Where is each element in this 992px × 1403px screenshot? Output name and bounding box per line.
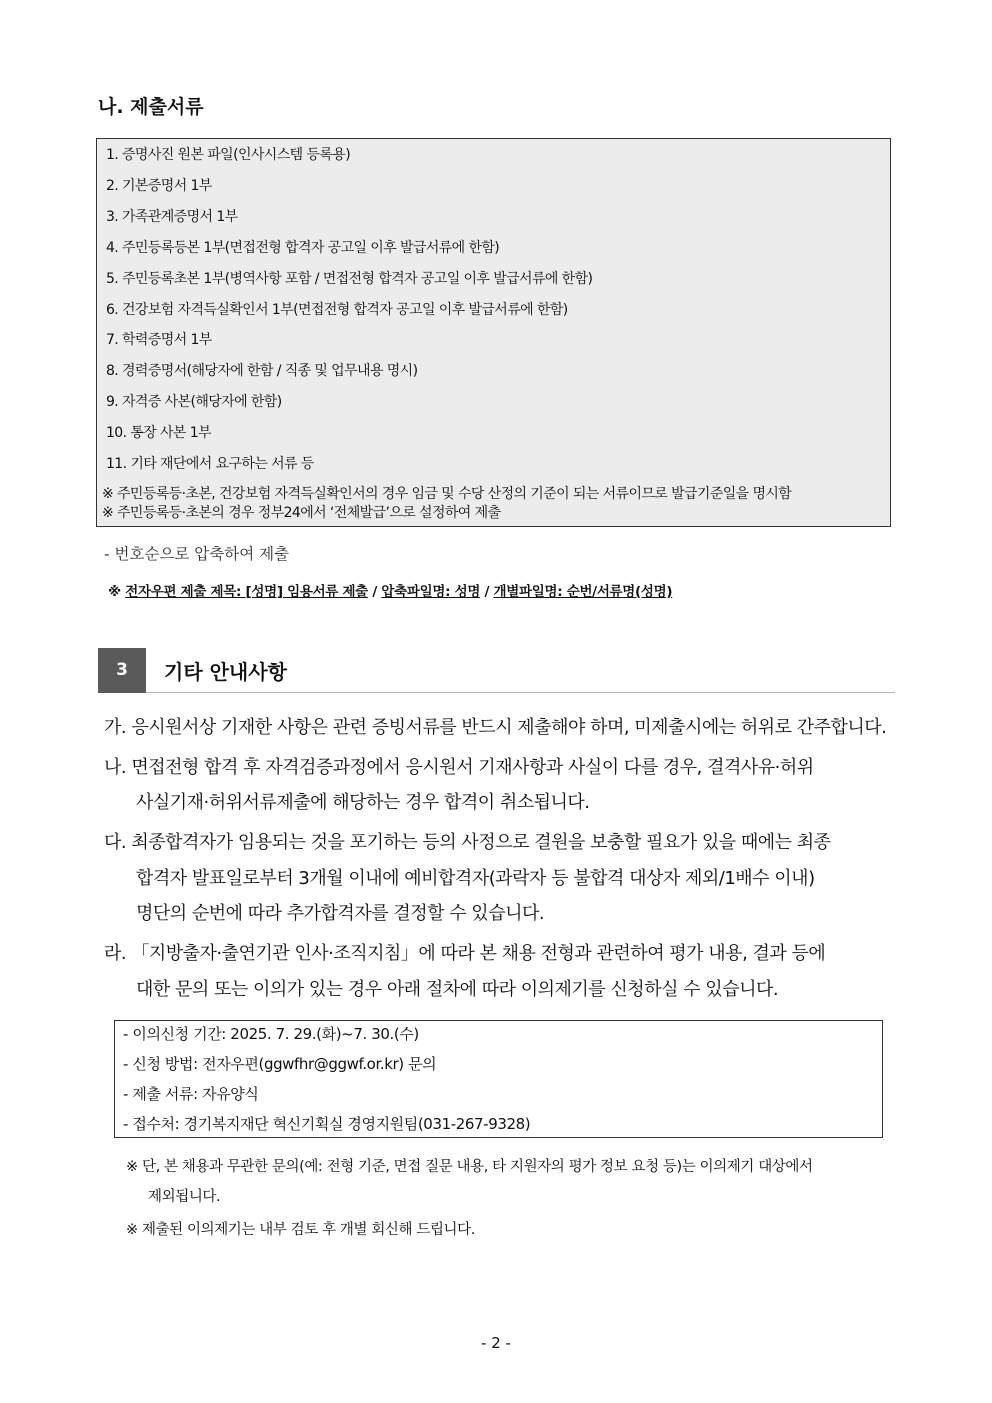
paragraph-ra-cont: 대한 문의 또는 이의가 있는 경우 아래 절차에 따라 이의제기를 신청하실 수 있습니다.: [136, 979, 779, 1000]
appeal-item: - 접수처: 경기복지재단 혁신기획실 경영지원팀(031-267-9328): [123, 1115, 531, 1133]
doc-item: 7. 학력증명서 1부: [106, 332, 212, 348]
doc-item: 9. 자격증 사본(해당자에 한함): [106, 394, 282, 410]
paragraph-na-cont: 사실기재·허위서류제출에 해당하는 경우 합격이 취소됩니다.: [136, 792, 590, 813]
paragraph-da-cont: 명단의 순번에 따라 추가합격자를 결정할 수 있습니다.: [136, 903, 545, 924]
separator: /: [367, 584, 382, 600]
footnote: ※ 단, 본 채용과 무관한 문의(예: 전형 기준, 면접 질문 내용, 타 지원자의 평가 정보 요청 등)는 이의제기 대상에서: [126, 1159, 813, 1175]
appeal-item: - 이의신청 기간: 2025. 7. 29.(화)~7. 30.(수): [123, 1025, 419, 1043]
doc-note: ※ 주민등록등·초본, 건강보험 자격득실확인서의 경우 임금 및 수당 산정의 기준이 되는 서류이므로 발급기준일을 명시함: [102, 486, 792, 502]
appeal-item: - 신청 방법: 전자우편(ggwfhr@ggwf.or.kr) 문의: [123, 1055, 437, 1073]
doc-item: 8. 경력증명서(해당자에 한함 / 직종 및 업무내용 명시): [106, 363, 418, 379]
doc-item: 10. 통장 사본 1부: [106, 425, 211, 441]
section-title: 기타 안내사항: [164, 660, 287, 684]
paragraph-da-cont: 합격자 발표일로부터 3개월 이내에 예비합격자(과락자 등 불합격 대상자 제외/1배수 이내): [136, 868, 815, 889]
doc-item: 4. 주민등록등본 1부(면접전형 합격자 공고일 이후 발급서류에 한함): [106, 240, 500, 256]
doc-note: ※ 주민등록등·초본의 경우 정부24에서 ‘전체발급’으로 설정하여 제출: [102, 505, 501, 521]
doc-item: 3. 가족관계증명서 1부: [106, 209, 238, 225]
appeal-item: - 제출 서류: 자유양식: [123, 1085, 259, 1103]
footnote: ※ 제출된 이의제기는 내부 검토 후 개별 회신해 드립니다.: [126, 1222, 475, 1238]
page-number: - 2 -: [481, 1334, 511, 1352]
doc-item: 6. 건강보험 자격득실확인서 1부(면접전형 합격자 공고일 이후 발급서류에 한함): [106, 302, 568, 318]
paragraph-da: 다. 최종합격자가 임용되는 것을 포기하는 등의 사정으로 결원을 보충할 필요가 있을 때에는 최종: [104, 832, 831, 853]
paragraph-ga: 가. 응시원서상 기재한 사항은 관련 증빙서류를 반드시 제출해야 하며, 미제출시에는 허위로 간주합니다.: [104, 717, 887, 738]
zip-filename-rule: 압축파일명: 성명: [381, 584, 481, 600]
doc-item: 11. 기타 재단에서 요구하는 서류 등: [106, 456, 314, 472]
paragraph-ra: 라. 「지방출자·출연기관 인사·조직지침」에 따라 본 채용 전형과 관련하여 평가 내용, 결과 등에: [104, 943, 826, 964]
separator: /: [480, 584, 494, 600]
section-number: 3: [98, 648, 146, 692]
order-note: - 번호순으로 압축하여 제출: [104, 545, 290, 563]
section-header: [98, 648, 895, 693]
appeal-procedure-box: [114, 1020, 883, 1138]
doc-item: 1. 증명사진 원본 파일(인사시스템 등록용): [106, 147, 351, 163]
submission-documents-heading: 나. 제출서류: [98, 96, 204, 118]
file-name-rule: 개별파일명: 순번/서류명(성명): [493, 584, 673, 600]
paragraph-na: 나. 면접전형 합격 후 자격검증과정에서 응시원서 기재사항과 사실이 다를 경우, 결격사유·허위: [104, 757, 814, 778]
note-mark: ※: [108, 584, 126, 600]
email-subject-rule: 전자우편 제출 제목: [성명] 임용서류 제출: [125, 584, 368, 600]
submission-documents-box: [96, 138, 891, 527]
doc-item: 5. 주민등록초본 1부(병역사항 포함 / 면접전형 합격자 공고일 이후 발급서류에 한함): [106, 271, 593, 287]
email-submission-note: [108, 580, 672, 600]
doc-item: 2. 기본증명서 1부: [106, 178, 212, 194]
footnote-cont: 제외됩니다.: [148, 1189, 221, 1205]
